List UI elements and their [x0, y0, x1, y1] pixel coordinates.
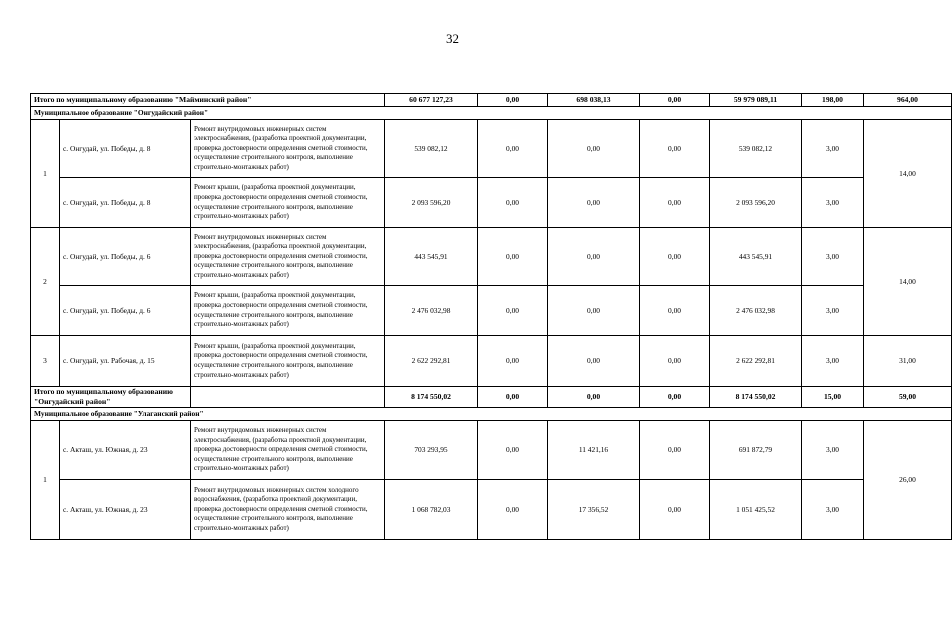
- value-cell: 0,00: [640, 480, 710, 540]
- address-cell: с. Онгудай, ул. Рабочая, д. 15: [60, 336, 191, 387]
- table-row: [31, 178, 952, 228]
- value-cell: 14,00: [864, 228, 952, 336]
- value-cell: 26,00: [864, 421, 952, 540]
- value-cell: 2 622 292,81: [710, 336, 802, 387]
- work-description: Ремонт внутридомовых инженерных систем электроснабжения, (разработка проектной документации, проверка достоверности определения сметной стоимости, осуществление строительного контроля, выполнение строительно-монтажных работ): [191, 421, 385, 480]
- total-value: 60 677 127,23: [385, 94, 478, 107]
- value-cell: 0,00: [640, 120, 710, 178]
- value-cell: 443 545,91: [385, 228, 478, 286]
- total-value: 8 174 550,02: [710, 387, 802, 408]
- work-description: Ремонт внутридомовых инженерных систем электроснабжения, (разработка проектной документации, проверка достоверности определения сметной стоимости, осуществление строительного контроля, выполнение строительно-монтажных работ): [191, 228, 385, 286]
- value-cell: 691 872,79: [710, 421, 802, 480]
- table-row-total-mayminsky: [31, 94, 952, 107]
- value-cell: 703 293,95: [385, 421, 478, 480]
- total-value: 0,00: [640, 387, 710, 408]
- section-header-ongudaysky: [31, 107, 952, 120]
- work-description: Ремонт внутридомовых инженерных систем холодного водоснабжения, (разработка проектной документации, проверка достоверности определения сметной стоимости, осуществление строительного контроля, выполнение строительно-монтажных работ): [191, 480, 385, 540]
- value-cell: 2 093 596,20: [710, 178, 802, 228]
- row-number: 2: [31, 228, 60, 336]
- address-cell: с. Онгудай, ул. Победы, д. 8: [60, 178, 191, 228]
- value-cell: 539 082,12: [385, 120, 478, 178]
- work-description: Ремонт крыши, (разработка проектной документации, проверка достоверности определения сметной стоимости, осуществление строительного контроля, выполнение строительно-монтажных работ): [191, 336, 385, 387]
- total-value: 698 038,13: [548, 94, 640, 107]
- value-cell: 0,00: [548, 228, 640, 286]
- section-title: Муниципальное образование "Онгудайский район": [31, 107, 952, 120]
- address-cell: с. Онгудай, ул. Победы, д. 6: [60, 286, 191, 336]
- capital-repair-table: [30, 93, 952, 540]
- total-value: 59 979 089,11: [710, 94, 802, 107]
- value-cell: 1 051 425,52: [710, 480, 802, 540]
- value-cell: 0,00: [548, 178, 640, 228]
- value-cell: 3,00: [802, 286, 864, 336]
- row-number: 3: [31, 336, 60, 387]
- total-label: Итого по муниципальному образованию "Онгудайский район": [31, 387, 191, 408]
- value-cell: 17 356,52: [548, 480, 640, 540]
- table-row-total-ongudaysky: [31, 387, 952, 408]
- page-number: 32: [446, 31, 459, 46]
- work-description: Ремонт крыши, (разработка проектной документации, проверка достоверности определения сметной стоимости, осуществление строительного контроля, выполнение строительно-монтажных работ): [191, 286, 385, 336]
- total-value: 0,00: [548, 387, 640, 408]
- value-cell: 3,00: [802, 178, 864, 228]
- value-cell: 0,00: [548, 336, 640, 387]
- table-row: [31, 421, 952, 480]
- value-cell: 3,00: [802, 120, 864, 178]
- value-cell: 0,00: [640, 178, 710, 228]
- total-value: 59,00: [864, 387, 952, 408]
- total-value: 15,00: [802, 387, 864, 408]
- value-cell: 0,00: [640, 336, 710, 387]
- value-cell: 0,00: [478, 421, 548, 480]
- value-cell: 14,00: [864, 120, 952, 228]
- address-cell: с. Акташ, ул. Южная, д. 23: [60, 421, 191, 480]
- value-cell: 0,00: [478, 228, 548, 286]
- value-cell: 0,00: [640, 421, 710, 480]
- value-cell: 2 476 032,98: [385, 286, 478, 336]
- value-cell: 0,00: [548, 286, 640, 336]
- row-number: 1: [31, 421, 60, 540]
- address-cell: с. Онгудай, ул. Победы, д. 8: [60, 120, 191, 178]
- section-header-ulagansky: [31, 408, 952, 421]
- table-row: [31, 228, 952, 286]
- table-row: [31, 480, 952, 540]
- value-cell: 11 421,16: [548, 421, 640, 480]
- address-cell: с. Акташ, ул. Южная, д. 23: [60, 480, 191, 540]
- total-value: 198,00: [802, 94, 864, 107]
- value-cell: 0,00: [478, 120, 548, 178]
- value-cell: 539 082,12: [710, 120, 802, 178]
- total-value: 8 174 550,02: [385, 387, 478, 408]
- value-cell: 2 476 032,98: [710, 286, 802, 336]
- total-value: 964,00: [864, 94, 952, 107]
- value-cell: 31,00: [864, 336, 952, 387]
- total-value: 0,00: [640, 94, 710, 107]
- work-description: Ремонт крыши, (разработка проектной документации, проверка достоверности определения сметной стоимости, осуществление строительного контроля, выполнение строительно-монтажных работ): [191, 178, 385, 228]
- value-cell: 3,00: [802, 480, 864, 540]
- empty-cell: [191, 387, 385, 408]
- value-cell: 0,00: [640, 228, 710, 286]
- value-cell: 1 068 782,03: [385, 480, 478, 540]
- work-description: Ремонт внутридомовых инженерных систем электроснабжения, (разработка проектной документации, проверка достоверности определения сметной стоимости, осуществление строительного контроля, выполнение строительно-монтажных работ): [191, 120, 385, 178]
- value-cell: 443 545,91: [710, 228, 802, 286]
- table-row: [31, 120, 952, 178]
- address-cell: с. Онгудай, ул. Победы, д. 6: [60, 228, 191, 286]
- total-value: 0,00: [478, 94, 548, 107]
- table-row: [31, 336, 952, 387]
- row-number: 1: [31, 120, 60, 228]
- total-label: Итого по муниципальному образованию "Майминский район": [31, 94, 385, 107]
- value-cell: 2 622 292,81: [385, 336, 478, 387]
- total-value: 0,00: [478, 387, 548, 408]
- value-cell: 3,00: [802, 228, 864, 286]
- table-row: [31, 286, 952, 336]
- value-cell: 0,00: [548, 120, 640, 178]
- value-cell: 0,00: [640, 286, 710, 336]
- value-cell: 3,00: [802, 336, 864, 387]
- value-cell: 3,00: [802, 421, 864, 480]
- value-cell: 2 093 596,20: [385, 178, 478, 228]
- value-cell: 0,00: [478, 480, 548, 540]
- value-cell: 0,00: [478, 178, 548, 228]
- section-title: Муниципальное образование "Улаганский район": [31, 408, 952, 421]
- value-cell: 0,00: [478, 286, 548, 336]
- value-cell: 0,00: [478, 336, 548, 387]
